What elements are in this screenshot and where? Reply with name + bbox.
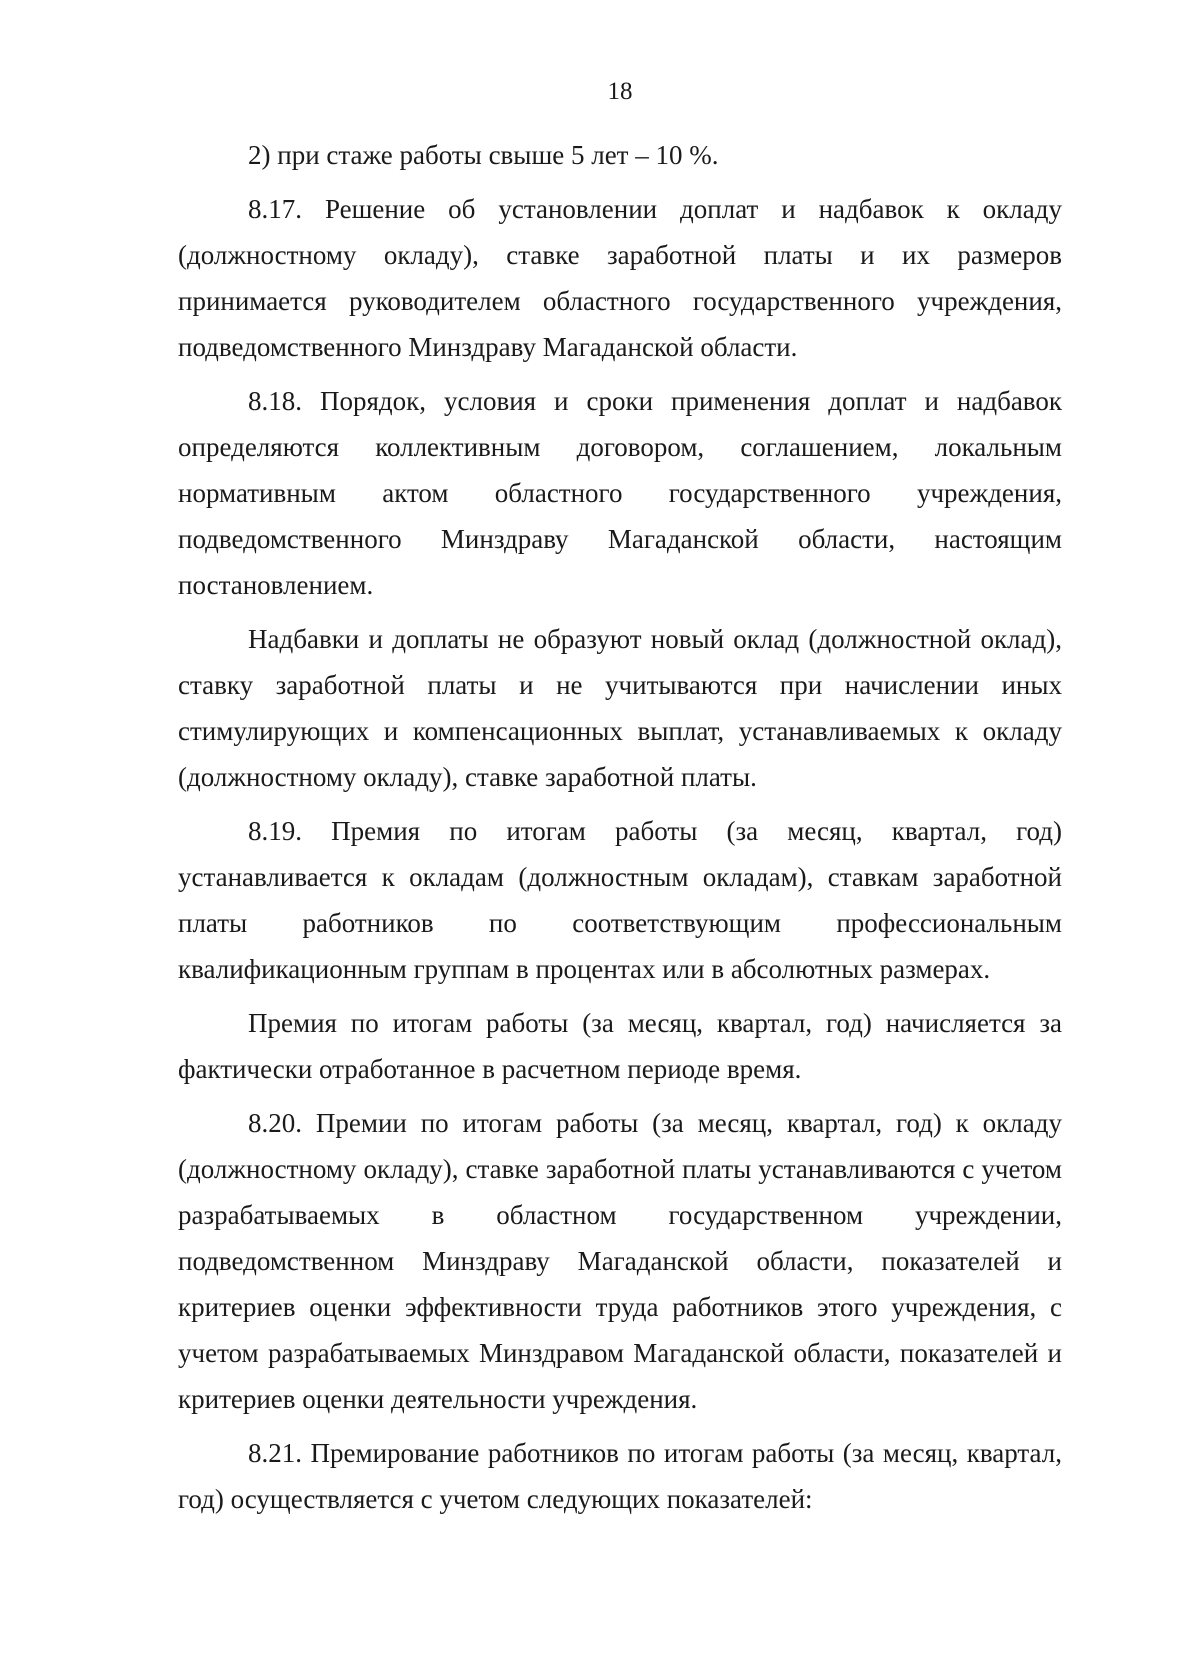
paragraph-8-20: 8.20. Премии по итогам работы (за месяц, квартал, год) к окладу (должностному окладу), ставке заработной платы устанавливаются с учетом разрабатываемых в областном государственном учреждении, подведомственном Минздраву Магаданской области, показателей и критериев оценки эффективности труда работников этого учреждения, с учетом разрабатываемых Минздравом Магаданской области, показателей и критериев оценки деятельности учреждения. (178, 1108, 1062, 1414)
paragraph-8-19: 8.19. Премия по итогам работы (за месяц, квартал, год) устанавливается к окладам (должностным окладам), ставкам заработной платы работников по соответствующим профессиональным квалификационным группам в процентах или в абсолютных размерах. (178, 816, 1062, 984)
document-body (178, 132, 1062, 1522)
page-number: 18 (607, 78, 633, 105)
paragraph-seniority-item: 2) при стаже работы свыше 5 лет – 10 %. (248, 140, 719, 170)
paragraph-8-21: 8.21. Премирование работников по итогам работы (за месяц, квартал, год) осуществляется с учетом следующих показателей: (178, 1438, 1062, 1514)
paragraph-8-18: 8.18. Порядок, условия и сроки применения доплат и надбавок определяются коллективным договором, соглашением, локальным нормативным актом областного государственного учреждения, подведомственного Минздраву Магаданской области, настоящим постановлением. (178, 386, 1062, 600)
paragraph-8-17: 8.17. Решение об установлении доплат и надбавок к окладу (должностному окладу), ставке заработной платы и их размеров принимается руководителем областного государственного учреждения, подведомственного Минздраву Магаданской области. (178, 194, 1062, 362)
paragraph-bonus-accrual: Премия по итогам работы (за месяц, квартал, год) начисляется за фактически отработанное в расчетном периоде время. (178, 1008, 1062, 1084)
paragraph-allowances-note: Надбавки и доплаты не образуют новый оклад (должностной оклад), ставку заработной платы и не учитываются при начислении иных стимулирующих и компенсационных выплат, устанавливаемых к окладу (должностному окладу), ставке заработной платы. (178, 624, 1062, 792)
